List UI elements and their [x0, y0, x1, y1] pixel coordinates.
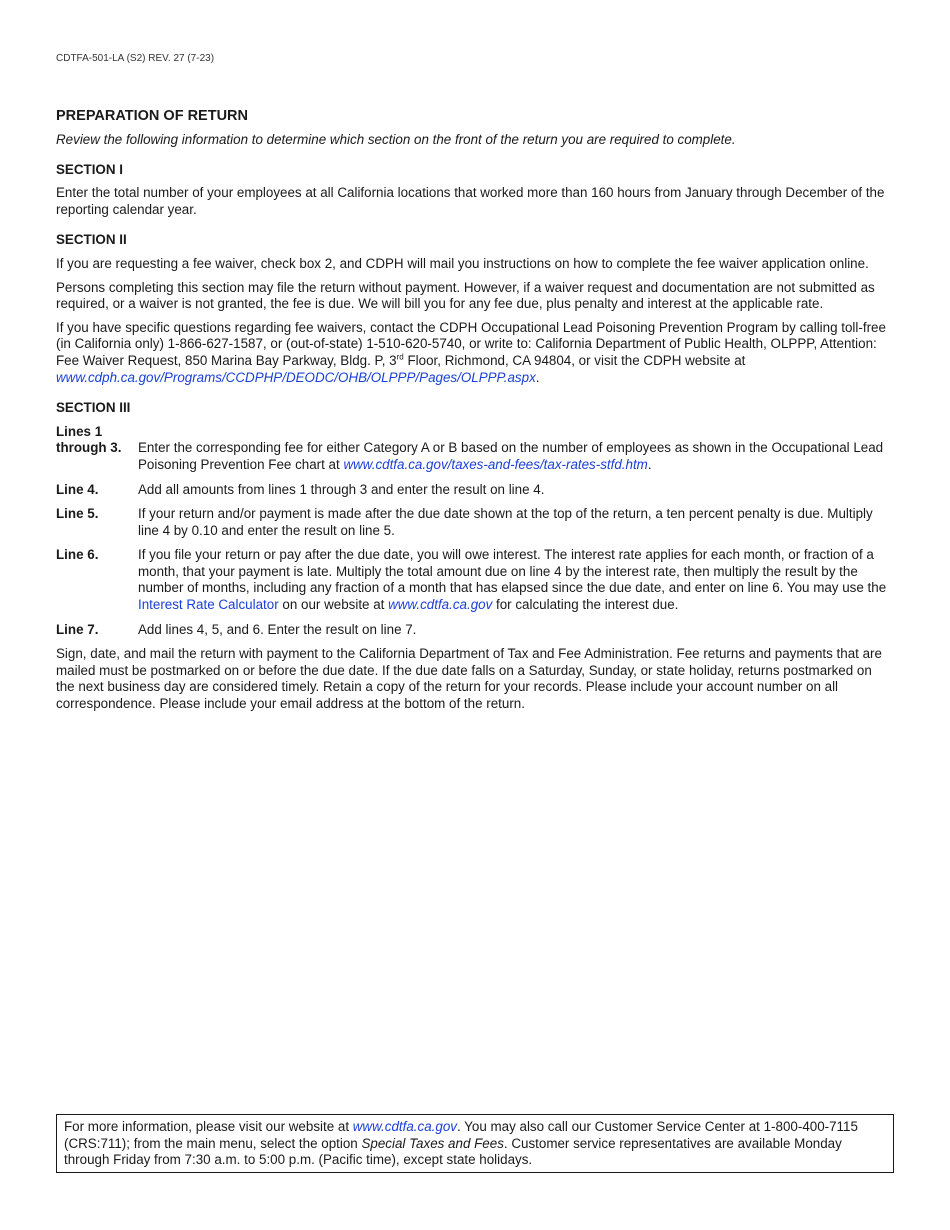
- instruction-row-line-6: [56, 547, 894, 613]
- line-7-label: Line 7.: [56, 621, 99, 637]
- section-2-p3-end: .: [535, 369, 540, 385]
- section-1-text: Enter the total number of your employees at all California locations that worked more than 160 hours from January through December of the reporting calendar year.: [56, 185, 885, 217]
- footer-menu-option: Special Taxes and Fees: [361, 1135, 504, 1151]
- footer-text-3: . Customer service representatives are available Monday through Friday from 7:30 a.m. to 5:00 p.m. (Pacific time), except state holidays.: [64, 1135, 842, 1168]
- line-6-text-end: for calculating the interest due.: [492, 597, 679, 613]
- line-5-label: Line 5.: [56, 506, 99, 522]
- section-1-heading: SECTION I: [56, 161, 123, 177]
- lines-1-3-label: through 3.: [56, 440, 122, 456]
- instruction-row-lines-1-3: [56, 440, 894, 473]
- lines-1-3-text: [138, 440, 894, 473]
- lines-1-3-text-body: Enter the corresponding fee for either Category A or B based on the number of employees as shown in the Occupational Lead Poisoning Prevention Fee chart at: [138, 440, 884, 472]
- cdph-olppp-link[interactable]: www.cdph.ca.gov/Programs/CCDPHP/DEODC/OHB/OLPPP/Pages/OLPPP.aspx: [56, 369, 536, 385]
- section-2-p3-text-b: Floor, Richmond, CA 94804, or visit the CDPH website at: [403, 352, 746, 368]
- lines-1-3-end: .: [647, 456, 652, 472]
- cdtfa-website-link[interactable]: www.cdtfa.ca.gov: [388, 597, 493, 613]
- instruction-row-line-4: [56, 482, 894, 499]
- footer-text-2: . You may also call our Customer Service Center at 1-800-400-7115 (CRS:711); from the main menu, select the option: [64, 1119, 858, 1151]
- line-5-text: If your return and/or payment is made after the due date shown at the top of the return, a ten percent penalty is due. Multiply line 4 by 0.10 and enter the result on line 5.: [138, 506, 873, 538]
- content: [56, 108, 894, 720]
- closing-paragraph: Sign, date, and mail the return with payment to the California Department of Tax and Fee Administration. Fee returns and payments that are mailed must be postmarked on or before the due date. If the due date falls on a Saturday, Sunday, or state holiday, returns postmarked on the next business day are considered timely. Retain a copy of the return for your records. Please include your account number on all correspondence. Please include your email address at the bottom of the return.: [56, 646, 882, 712]
- section-2-paragraph-1: If you are requesting a fee waiver, check box 2, and CDPH will mail you instructions on how to complete the fee waiver application online.: [56, 255, 869, 271]
- line-4-text: Add all amounts from lines 1 through 3 and enter the result on line 4.: [138, 481, 545, 497]
- form-id: CDTFA-501-LA (S2) REV. 27 (7-23): [56, 53, 215, 64]
- interest-rate-calculator-link[interactable]: Interest Rate Calculator: [138, 597, 279, 613]
- section-2-paragraph-2: Persons completing this section may file the return without payment. However, if a waiver request and documentation are not submitted as required, or a waiver is not granted, the fee is due. We will bill you for any fee due, plus penalty and interest at the applicable rate.: [56, 279, 875, 312]
- section-2-p3-text-a: If you have specific questions regarding fee waivers, contact the CDPH Occupational Lead Poisoning Prevention Program by calling toll-free (in California only) 1-866-627-1587, or (out-of-state) 1-510-620-5740, or write to: California Department of Public Health, OLPPP, Attention: Fee Waiver Request, 850 Marina Bay Parkway, Bldg. P, 3: [56, 319, 886, 368]
- line-4-label: Line 4.: [56, 481, 99, 497]
- line-6-text-mid: on our website at: [278, 597, 389, 613]
- line-6-text: [138, 547, 894, 613]
- section-2-paragraph-3: [56, 320, 894, 386]
- footer-info-box: [56, 1114, 894, 1173]
- line-6-label: Line 6.: [56, 547, 99, 563]
- line-7-text: Add lines 4, 5, and 6. Enter the result on line 7.: [138, 621, 417, 637]
- ordinal-suffix: rd: [396, 352, 404, 362]
- page-title: PREPARATION OF RETURN: [56, 108, 248, 124]
- section-3-heading: SECTION III: [56, 400, 131, 416]
- lines-1-label: Lines 1: [56, 423, 103, 439]
- section-2-heading: SECTION II: [56, 232, 127, 248]
- intro-text: Review the following information to determine which section on the front of the return you are required to complete.: [56, 132, 736, 147]
- instruction-row-line-7: [56, 622, 894, 639]
- footer-website-link[interactable]: www.cdtfa.ca.gov: [352, 1119, 457, 1134]
- instruction-row-line-5: [56, 506, 894, 539]
- line-6-text-body: If you file your return or pay after the due date, you will owe interest. The interest rate applies for each month, or fraction of a month, that your payment is late. Multiply the total amount due on line 4 by the interest rate, then multiply the result by the number of months, including any fraction of a month that has elapsed since the due date, and enter on line 6. You may use the: [138, 547, 887, 596]
- tax-rates-link[interactable]: www.cdtfa.ca.gov/taxes-and-fees/tax-rates-stfd.htm: [343, 456, 648, 472]
- footer-text-1: For more information, please visit our website at: [64, 1119, 353, 1134]
